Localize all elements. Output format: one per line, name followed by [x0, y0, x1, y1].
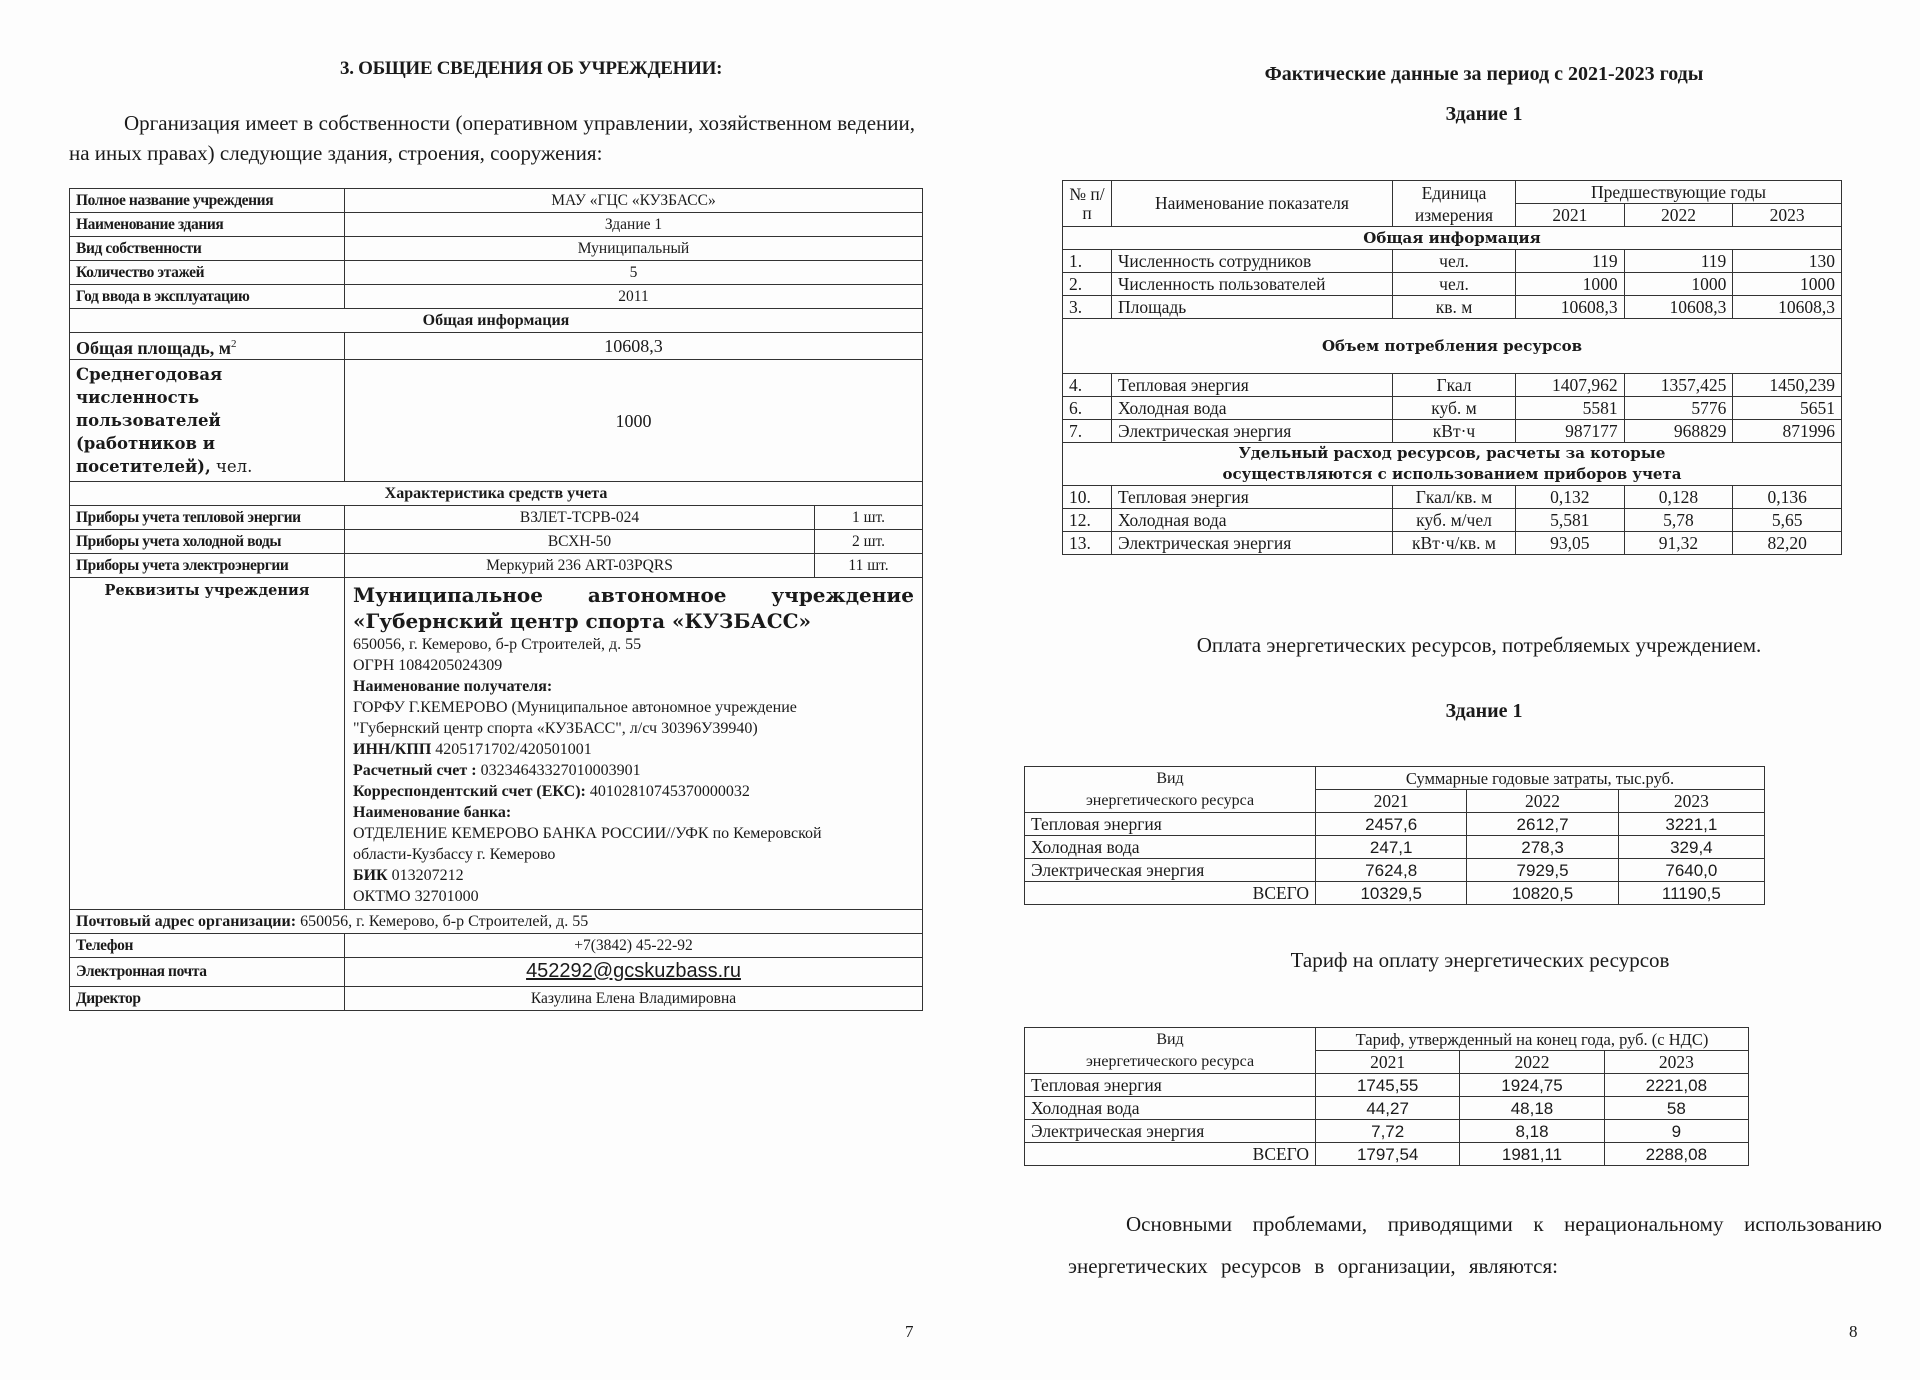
row-number: 6.: [1063, 397, 1112, 420]
row-name: Площадь: [1112, 296, 1393, 319]
total-value: 11190,5: [1618, 882, 1764, 905]
section-heading: 3. ОБЩИЕ СВЕДЕНИЯ ОБ УЧРЕЖДЕНИИ:: [340, 58, 723, 79]
section-heading: [1063, 443, 1842, 486]
row-name: Тепловая энергия: [1025, 813, 1316, 836]
info-row: [70, 987, 923, 1011]
users-unit: чел.: [210, 457, 253, 476]
section-row: [1063, 319, 1842, 374]
row-value: 8,18: [1460, 1120, 1604, 1143]
header-row: [1025, 1028, 1749, 1051]
row-value: 1000: [1733, 273, 1842, 296]
req-inn-label: ИНН/КПП: [353, 741, 432, 758]
section-heading: Характеристика средств учета: [70, 482, 923, 506]
row-value: 1924,75: [1460, 1074, 1604, 1097]
row-value: 968829: [1624, 420, 1733, 443]
row-number: 10.: [1063, 486, 1112, 509]
area-sup: 2: [231, 338, 237, 350]
data-row: [1025, 836, 1765, 859]
meter-row: [70, 530, 923, 554]
data-row: [1063, 397, 1842, 420]
tariff-table: [1024, 1027, 1749, 1166]
req-corr-value: 40102810745370000032: [585, 783, 750, 800]
header-year: 2023: [1733, 204, 1842, 227]
row-value: 3221,1: [1618, 813, 1764, 836]
row-value: 58: [1604, 1097, 1748, 1120]
header-row: [1025, 767, 1765, 790]
row-value: 1407,962: [1516, 374, 1625, 397]
req-address: 650056, г. Кемерово, б-р Строителей, д. 55: [353, 636, 642, 653]
users-value: 1000: [345, 360, 923, 482]
info-row: [70, 237, 923, 261]
facts-title: Фактические данные за период с 2021-2023 годы: [1264, 63, 1704, 85]
header-year: 2021: [1316, 1051, 1460, 1074]
header-year: 2021: [1516, 204, 1625, 227]
row-value: 871996: [1733, 420, 1842, 443]
info-row: [70, 285, 923, 309]
total-label: ВСЕГО: [1025, 882, 1316, 905]
row-value: 2011: [345, 285, 923, 309]
section-row: [70, 482, 923, 506]
row-unit: кВт·ч/кв. м: [1393, 532, 1516, 555]
row-name: Тепловая энергия: [1112, 374, 1393, 397]
req-bik-value: 013207212: [387, 867, 464, 884]
section-row: [1063, 443, 1842, 486]
info-row: [70, 958, 923, 987]
data-row: [1063, 486, 1842, 509]
requisites-value: [345, 578, 923, 910]
header-year: 2023: [1618, 790, 1764, 813]
req-bik-label: БИК: [353, 867, 388, 884]
meter-model: Меркурий 236 ART-03PQRS: [345, 554, 815, 578]
row-label: Вид собственности: [70, 237, 345, 261]
header-year: 2021: [1316, 790, 1467, 813]
row-value: 7624,8: [1316, 859, 1467, 882]
row-value: 5,78: [1624, 509, 1733, 532]
row-unit: кв. м: [1393, 296, 1516, 319]
data-row: [1025, 1074, 1749, 1097]
row-value: 10608,3: [1733, 296, 1842, 319]
requisites-title-line1: [353, 582, 914, 608]
meter-row: [70, 506, 923, 530]
header-type: [1025, 767, 1316, 813]
requisites-label: Реквизиты учреждения: [70, 578, 345, 910]
header-group: Тариф, утвержденный на конец года, руб. (с НДС): [1316, 1028, 1749, 1051]
row-number: 13.: [1063, 532, 1112, 555]
row-value: 1000: [1624, 273, 1733, 296]
row-name: Тепловая энергия: [1025, 1074, 1316, 1097]
postal-row: [70, 910, 923, 934]
row-value: 987177: [1516, 420, 1625, 443]
area-label: [70, 333, 345, 360]
info-row: [70, 934, 923, 958]
tariff-caption: Тариф на оплату энергетических ресурсов: [1290, 948, 1670, 972]
row-value: 7,72: [1316, 1120, 1460, 1143]
row-name: Холодная вода: [1112, 397, 1393, 420]
header-type-line: Вид: [1156, 769, 1184, 787]
section-heading-line: осуществляются с использованием приборов учета: [1222, 465, 1682, 483]
row-number: 12.: [1063, 509, 1112, 532]
total-value: 1797,54: [1316, 1143, 1460, 1166]
row-number: 3.: [1063, 296, 1112, 319]
postal-value: 650056, г. Кемерово, б-р Строителей, д. 55: [296, 912, 589, 930]
row-value: 1000: [1516, 273, 1625, 296]
row-number: 2.: [1063, 273, 1112, 296]
building-heading: Здание 1: [1445, 103, 1523, 125]
section-row: [70, 309, 923, 333]
building-heading-2: Здание 1: [1445, 700, 1523, 722]
meter-label: Приборы учета холодной воды: [70, 530, 345, 554]
row-value: 93,05: [1516, 532, 1625, 555]
data-row: [1063, 250, 1842, 273]
conclusion-paragraph: Основными проблемами, приводящими к нерациональному использованию энергетических ресурсов в организации, являются:: [1068, 1212, 1882, 1278]
data-row: [1063, 374, 1842, 397]
req-corr-label: Корреспондентский счет (ЕКС):: [353, 783, 586, 800]
row-unit: кВт·ч: [1393, 420, 1516, 443]
row-value: 48,18: [1460, 1097, 1604, 1120]
row-label: Наименование здания: [70, 213, 345, 237]
director-label: Директор: [70, 987, 345, 1011]
data-row: [1063, 509, 1842, 532]
email-cell: [345, 958, 923, 987]
req-recipient-label: Наименование получателя:: [353, 678, 553, 695]
row-value: 9: [1604, 1120, 1748, 1143]
row-name: Электрическая энергия: [1112, 420, 1393, 443]
header-type-line: энергетического ресурса: [1085, 791, 1255, 809]
row-value: 2612,7: [1467, 813, 1618, 836]
header-year: 2023: [1604, 1051, 1748, 1074]
row-value: 5776: [1624, 397, 1733, 420]
row-name: Холодная вода: [1025, 836, 1316, 859]
data-row: [1063, 296, 1842, 319]
row-name: Электрическая энергия: [1025, 859, 1316, 882]
row-label: Количество этажей: [70, 261, 345, 285]
info-row: [70, 213, 923, 237]
header-year: 2022: [1467, 790, 1618, 813]
row-value: 119: [1516, 250, 1625, 273]
header-year: 2022: [1460, 1051, 1604, 1074]
postal-cell: [70, 910, 923, 934]
total-row: [1025, 882, 1765, 905]
row-value: 0,136: [1733, 486, 1842, 509]
row-value: 5: [345, 261, 923, 285]
area-label-text: Общая площадь, м: [76, 338, 231, 358]
data-row: [1025, 1120, 1749, 1143]
req-word: учреждение: [771, 583, 914, 607]
row-value: 119: [1624, 250, 1733, 273]
req-ogrn: ОГРН 1084205024309: [353, 657, 503, 674]
total-value: 2288,08: [1604, 1143, 1748, 1166]
section-heading: [1063, 227, 1842, 250]
row-value: 10608,3: [1624, 296, 1733, 319]
data-row: [1063, 273, 1842, 296]
header-unit: Единица измерения: [1393, 181, 1516, 227]
row-value: 1745,55: [1316, 1074, 1460, 1097]
annual-costs-table: [1024, 766, 1765, 905]
info-row: [70, 360, 923, 482]
header-name: Наименование показателя: [1112, 181, 1393, 227]
row-value: 91,32: [1624, 532, 1733, 555]
row-value: 1450,239: [1733, 374, 1842, 397]
total-value: 10820,5: [1467, 882, 1618, 905]
row-value: 5,65: [1733, 509, 1842, 532]
page-number: 8: [1849, 1322, 1858, 1341]
row-value: 2221,08: [1604, 1074, 1748, 1097]
row-value: 7640,0: [1618, 859, 1764, 882]
row-value: 1357,425: [1624, 374, 1733, 397]
row-unit: куб. м: [1393, 397, 1516, 420]
row-value: 2457,6: [1316, 813, 1467, 836]
req-oktmo: ОКТМО 32701000: [353, 888, 479, 905]
row-number: 7.: [1063, 420, 1112, 443]
row-value: 0,132: [1516, 486, 1625, 509]
phone-label: Телефон: [70, 934, 345, 958]
meter-qty: 2 шт.: [815, 530, 923, 554]
row-unit: Гкал/кв. м: [1393, 486, 1516, 509]
row-value: 130: [1733, 250, 1842, 273]
row-value: 278,3: [1467, 836, 1618, 859]
director-value: Казулина Елена Владимировна: [345, 987, 923, 1011]
section-heading: [1063, 319, 1842, 374]
row-value: 44,27: [1316, 1097, 1460, 1120]
req-bank-label: Наименование банка:: [353, 804, 512, 821]
row-value: Муниципальный: [345, 237, 923, 261]
requisites-title-line2: «Губернский центр спорта «КУЗБАСС»: [353, 609, 812, 633]
total-row: [1025, 1143, 1749, 1166]
header-row: [1063, 181, 1842, 204]
meter-model: ВЗЛЕТ-ТСРВ-024: [345, 506, 815, 530]
section-heading-line: Общая информация: [1363, 228, 1541, 247]
row-name: Численность пользователей: [1112, 273, 1393, 296]
header-type-line: Вид: [1156, 1030, 1184, 1048]
row-number: 1.: [1063, 250, 1112, 273]
meter-label: Приборы учета электроэнергии: [70, 554, 345, 578]
row-value: 5581: [1516, 397, 1625, 420]
req-recipient-2: "Губернский центр спорта «КУЗБАСС", л/сч 30396У39940): [353, 720, 758, 737]
row-unit: чел.: [1393, 273, 1516, 296]
row-value: 10608,3: [1516, 296, 1625, 319]
email-link[interactable]: 452292@gcskuzbass.ru: [526, 960, 741, 982]
section-heading-line: Объем потребления ресурсов: [1321, 336, 1583, 355]
header-years: Предшествующие годы: [1516, 181, 1842, 204]
row-name: Тепловая энергия: [1112, 486, 1393, 509]
row-number: 4.: [1063, 374, 1112, 397]
row-name: Электрическая энергия: [1025, 1120, 1316, 1143]
data-row: [1025, 813, 1765, 836]
payment-caption: Оплата энергетических ресурсов, потребляемых учреждением.: [1196, 633, 1762, 657]
req-inn-value: 4205171702/420501001: [431, 741, 592, 758]
req-word: Муниципальное: [353, 583, 543, 607]
row-value: МАУ «ГЦС «КУЗБАСС»: [345, 189, 923, 213]
meter-row: [70, 554, 923, 578]
row-value: 7929,5: [1467, 859, 1618, 882]
data-row: [1025, 1097, 1749, 1120]
req-account-label: Расчетный счет :: [353, 762, 477, 779]
institution-info-table: [69, 188, 923, 1011]
data-row: [1063, 532, 1842, 555]
row-name: Холодная вода: [1112, 509, 1393, 532]
row-name: Холодная вода: [1025, 1097, 1316, 1120]
page-number: 7: [905, 1322, 914, 1341]
meter-qty: 1 шт.: [815, 506, 923, 530]
header-number: № п/п: [1063, 181, 1112, 227]
requisites-row: [70, 578, 923, 910]
postal-label: Почтовый адрес организации:: [76, 912, 297, 930]
section-row: [1063, 227, 1842, 250]
req-account-value: 03234643327010003901: [476, 762, 641, 779]
req-bank-1: ОТДЕЛЕНИЕ КЕМЕРОВО БАНКА РОССИИ//УФК по Кемеровской: [353, 825, 822, 842]
header-type-line: энергетического ресурса: [1085, 1052, 1255, 1070]
intro-paragraph: Организация имеет в собственности (оперативном управлении, хозяйственном ведении, на иных правах) следующие здания, строения, сооружения:: [69, 111, 915, 165]
row-label: Полное название учреждения: [70, 189, 345, 213]
phone-value: +7(3842) 45-22-92: [345, 934, 923, 958]
info-row: [70, 261, 923, 285]
total-value: 10329,5: [1316, 882, 1467, 905]
meter-label: Приборы учета тепловой энергии: [70, 506, 345, 530]
users-label: [70, 360, 345, 482]
row-unit: чел.: [1393, 250, 1516, 273]
info-row: [70, 189, 923, 213]
meter-qty: 11 шт.: [815, 554, 923, 578]
users-label-text: Среднегодовая численность пользователей (работников и посетителей),: [76, 365, 223, 476]
row-unit: Гкал: [1393, 374, 1516, 397]
row-name: Электрическая энергия: [1112, 532, 1393, 555]
total-label: ВСЕГО: [1025, 1143, 1316, 1166]
header-year: 2022: [1624, 204, 1733, 227]
total-value: 1981,11: [1460, 1143, 1604, 1166]
row-value: Здание 1: [345, 213, 923, 237]
row-value: 0,128: [1624, 486, 1733, 509]
row-value: 247,1: [1316, 836, 1467, 859]
actual-data-table: [1062, 180, 1842, 555]
area-value: 10608,3: [345, 333, 923, 360]
req-word: автономное: [587, 583, 727, 607]
row-value: 5,581: [1516, 509, 1625, 532]
row-value: 82,20: [1733, 532, 1842, 555]
data-row: [1063, 420, 1842, 443]
req-bank-2: области-Кузбассу г. Кемерово: [353, 846, 556, 863]
row-value: 5651: [1733, 397, 1842, 420]
row-unit: куб. м/чел: [1393, 509, 1516, 532]
header-group: Суммарные годовые затраты, тыс.руб.: [1316, 767, 1765, 790]
row-value: 329,4: [1618, 836, 1764, 859]
req-recipient-1: ГОРФУ Г.КЕМЕРОВО (Муниципальное автономное учреждение: [353, 699, 797, 716]
row-name: Численность сотрудников: [1112, 250, 1393, 273]
data-row: [1025, 859, 1765, 882]
meter-model: ВСХН-50: [345, 530, 815, 554]
info-row: [70, 333, 923, 360]
header-type: [1025, 1028, 1316, 1074]
section-heading: Общая информация: [70, 309, 923, 333]
row-label: Год ввода в эксплуатацию: [70, 285, 345, 309]
section-heading-line: Удельный расход ресурсов, расчеты за которые: [1238, 444, 1666, 462]
email-label: Электронная почта: [70, 958, 345, 987]
